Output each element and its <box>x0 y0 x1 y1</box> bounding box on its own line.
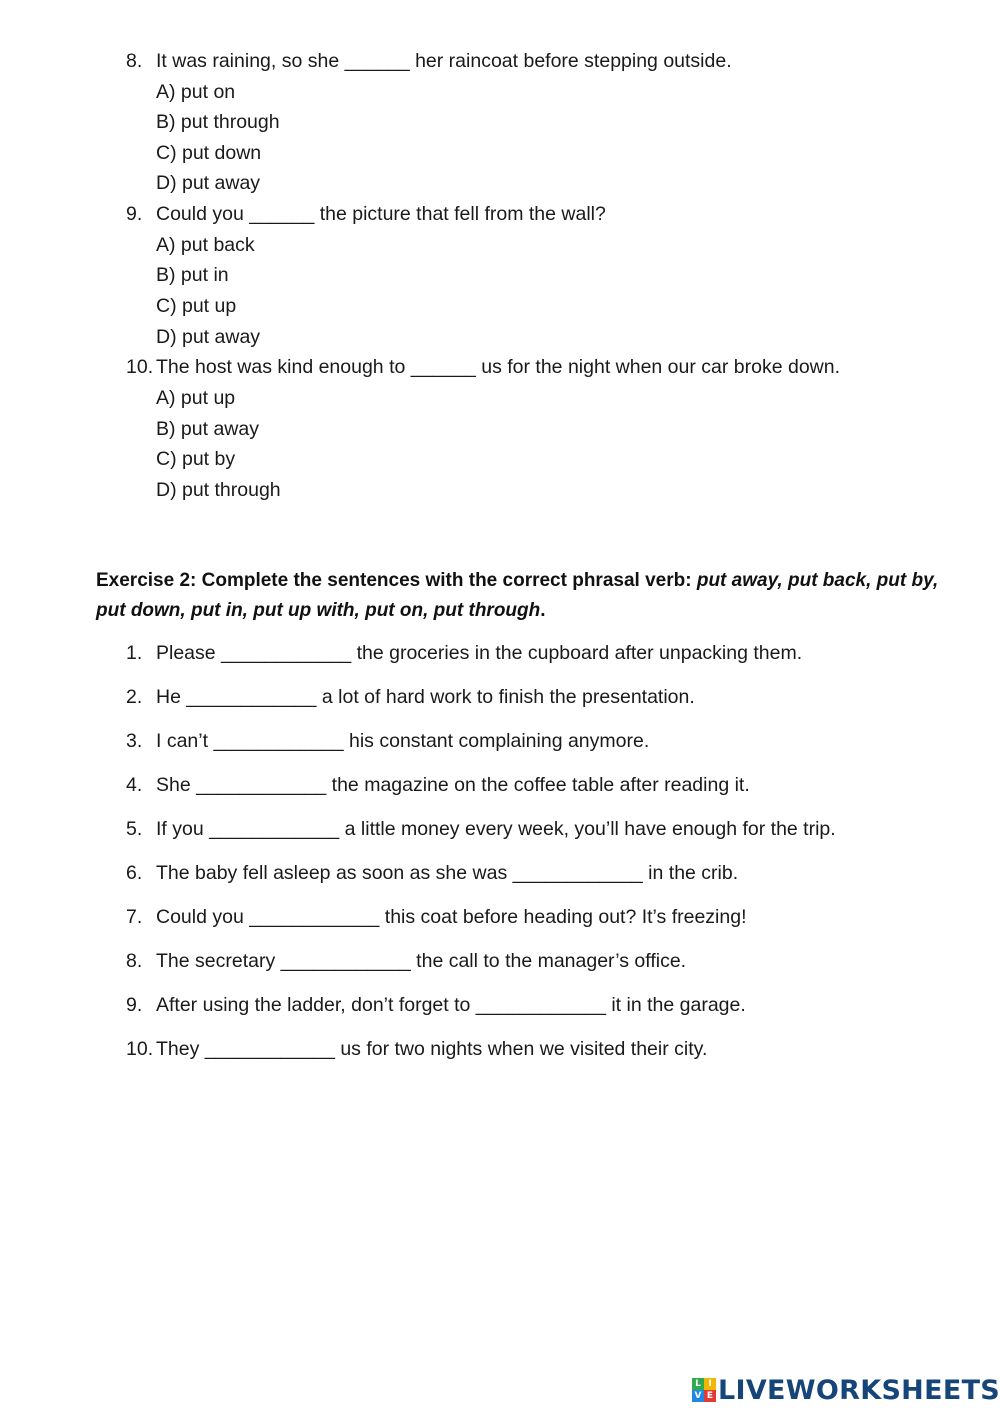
fill-in-sentence[interactable]: Could you ____________ this coat before heading out? It’s freezing! <box>156 906 747 928</box>
option-c[interactable]: C) put up <box>156 295 237 317</box>
option-d[interactable]: D) put away <box>156 326 261 348</box>
item-number: 1. <box>126 642 143 664</box>
item-number: 9. <box>126 994 143 1016</box>
item-number: 4. <box>126 774 143 796</box>
fill-in-sentence[interactable]: The secretary ____________ the call to the manager’s office. <box>156 950 687 972</box>
fill-in-sentence[interactable]: Please ____________ the groceries in the cupboard after unpacking them. <box>156 642 803 664</box>
fill-in-sentence[interactable]: They ____________ us for two nights when we visited their city. <box>156 1038 708 1060</box>
question-text: Could you ______ the picture that fell from the wall? <box>156 203 606 225</box>
logo-text: LIVEWORKSHEETS <box>718 1374 1000 1406</box>
item-number: 8. <box>126 950 143 972</box>
fill-in-sentence[interactable]: If you ____________ a little money every week, you’ll have enough for the trip. <box>156 818 836 840</box>
fill-in-sentence[interactable]: He ____________ a lot of hard work to finish the presentation. <box>156 686 695 708</box>
item-number: 5. <box>126 818 143 840</box>
item-number: 10. <box>126 1038 154 1060</box>
option-b[interactable]: B) put in <box>156 264 229 286</box>
liveworksheets-logo[interactable] <box>692 1374 1000 1406</box>
question-number: 8. <box>126 50 143 72</box>
option-c[interactable]: C) put down <box>156 142 262 164</box>
instructions-lead: Exercise 2: Complete the sentences with the correct phrasal verb: <box>96 570 697 591</box>
fill-in-sentence[interactable]: The baby fell asleep as soon as she was ____________ in the crib. <box>156 862 739 884</box>
liveworksheets-mark-icon <box>692 1378 716 1402</box>
option-d[interactable]: D) put through <box>156 479 281 501</box>
exercise-2-instructions <box>96 566 956 626</box>
question-number: 9. <box>126 203 143 225</box>
option-b[interactable]: B) put through <box>156 111 280 133</box>
phrasal-verb-list: put away, put back, put by, put down, put in, put up with, put on, put through <box>96 570 939 621</box>
option-d[interactable]: D) put away <box>156 172 261 194</box>
fill-in-sentence[interactable]: I can’t ____________ his constant complaining anymore. <box>156 730 650 752</box>
question-text: The host was kind enough to ______ us for the night when our car broke down. <box>156 356 841 378</box>
question-number: 10. <box>126 356 154 378</box>
item-number: 3. <box>126 730 143 752</box>
option-b[interactable]: B) put away <box>156 418 259 440</box>
item-number: 6. <box>126 862 143 884</box>
option-a[interactable]: A) put on <box>156 81 236 103</box>
option-a[interactable]: A) put up <box>156 387 236 409</box>
option-a[interactable]: A) put back <box>156 234 255 256</box>
mark-letter: E <box>704 1390 716 1402</box>
mark-letter: L <box>692 1378 704 1390</box>
question-text: It was raining, so she ______ her raincoat before stepping outside. <box>156 50 732 72</box>
option-c[interactable]: C) put by <box>156 448 236 470</box>
item-number: 2. <box>126 686 143 708</box>
fill-in-sentence[interactable]: She ____________ the magazine on the coffee table after reading it. <box>156 774 750 796</box>
instructions-end: . <box>540 600 546 621</box>
mark-letter: V <box>692 1390 704 1402</box>
mark-letter: I <box>704 1378 716 1390</box>
item-number: 7. <box>126 906 143 928</box>
fill-in-sentence[interactable]: After using the ladder, don’t forget to ____________ it in the garage. <box>156 994 746 1016</box>
